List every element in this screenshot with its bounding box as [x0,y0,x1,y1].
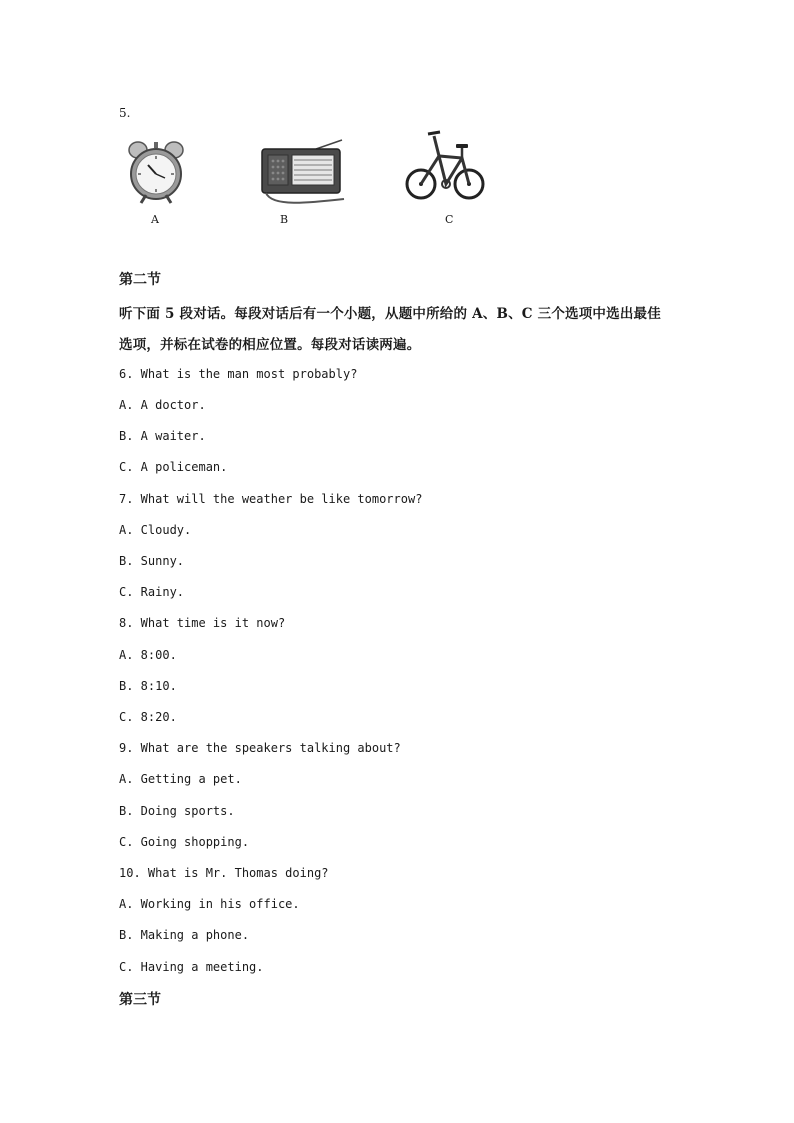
question-10-option-c: C. Having a meeting. [119,960,264,974]
option-b-label: B [280,213,289,226]
question-9-text: 9. What are the speakers talking about? [119,741,401,755]
section-2-title: 第二节 [119,272,161,288]
question-9-option-c: C. Going shopping. [119,835,250,849]
question-8-option-b: B. 8:10. [119,679,177,693]
radio-icon [258,137,348,209]
question-8-text: 8. What time is it now? [119,616,286,630]
question-7-text: 7. What will the weather be like tomorrow? [119,492,423,506]
question-9-option-a: A. Getting a pet. [119,772,242,786]
question-6-option-a: A. A doctor. [119,398,206,412]
question-10-option-b: B. Making a phone. [119,928,250,942]
question-6-text: 6. What is the man most probably? [119,367,358,381]
alarm-clock-icon [124,138,188,206]
question-9-option-b: B. Doing sports. [119,804,235,818]
question-8-option-c: C. 8:20. [119,710,177,724]
section-3-title: 第三节 [119,992,161,1008]
section-2-instruction-line2: 选项，并标在试卷的相应位置。每段对话读两遍。 [119,337,421,353]
bicycle-icon [404,128,486,204]
question-8-option-a: A. 8:00. [119,648,177,662]
question-6-option-c: C. A policeman. [119,460,228,474]
question-5-number: 5. [119,106,131,120]
question-10-option-a: A. Working in his office. [119,897,300,911]
question-7-option-b: B. Sunny. [119,554,185,568]
question-6-option-b: B. A waiter. [119,429,206,443]
option-c-label: C [445,213,454,226]
question-7-option-c: C. Rainy. [119,585,185,599]
section-2-instruction-line1: 听下面 5 段对话。每段对话后有一个小题，从题中所给的 A、B、C 三个选项中选出最佳 [119,306,661,322]
question-10-text: 10. What is Mr. Thomas doing? [119,866,329,880]
question-7-option-a: A. Cloudy. [119,523,192,537]
option-a-label: A [151,213,159,226]
